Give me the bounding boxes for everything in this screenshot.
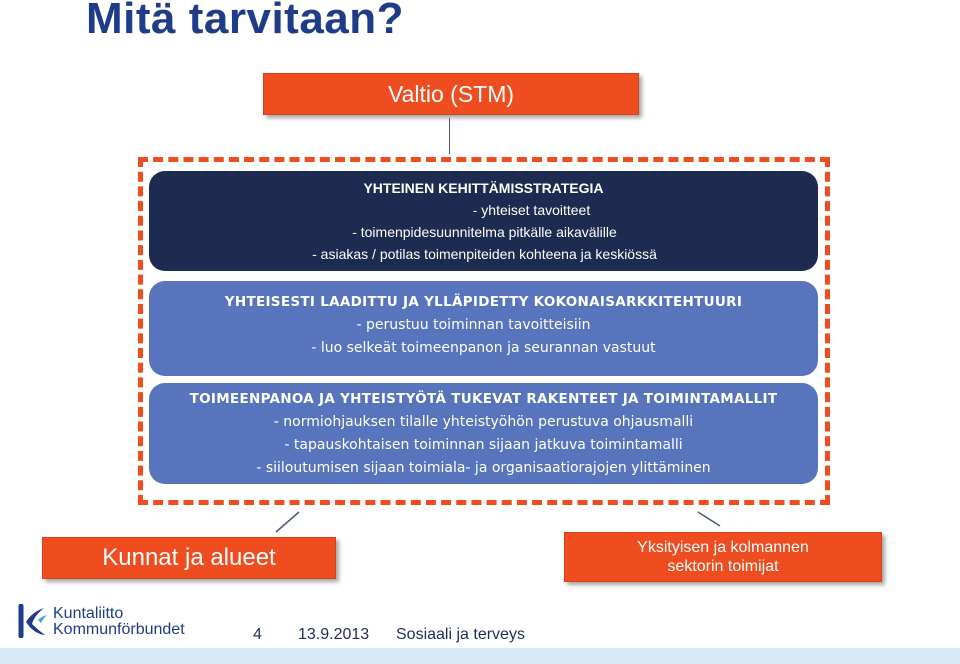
page-title: Mitä tarvitaan? xyxy=(86,0,405,43)
architecture-item: - luo selkeät toimeenpanon ja seurannan vastuut xyxy=(311,340,656,356)
private-sector-box xyxy=(564,532,882,582)
footer-bar xyxy=(0,648,960,664)
logo-line1: Kuntaliitto xyxy=(53,605,124,622)
strategy-heading: YHTEINEN KEHITTÄMISSTRATEGIA xyxy=(363,180,604,196)
structures-item: - siiloutumisen sijaan toimiala- ja organisaatiorajojen ylittäminen xyxy=(256,460,711,476)
structures-item: - tapauskohtaisen toiminnan sijaan jatkuva toimintamalli xyxy=(284,437,683,453)
strategy-item: - toimenpidesuunnitelma pitkälle aikavälille xyxy=(352,224,617,240)
architecture-heading: YHTEISESTI LAADITTU JA YLLÄPIDETTY KOKONAISARKKITEHTUURI xyxy=(224,294,743,310)
state-box: Valtio (STM) xyxy=(263,73,639,115)
kuntaliitto-logo-icon xyxy=(18,604,48,638)
logo-line2: Kommunförbundet xyxy=(53,621,185,638)
strategy-item: - asiakas / potilas toimenpiteiden kohteena ja keskiössä xyxy=(312,246,657,262)
connector-line-top xyxy=(449,118,450,154)
footer-date: 13.9.2013 xyxy=(298,626,370,643)
connector-line-left xyxy=(276,512,299,532)
architecture-item: - perustuu toiminnan tavoitteisiin xyxy=(356,317,591,333)
municipalities-box: Kunnat ja alueet xyxy=(42,537,336,579)
private-sector-line2: sektorin toimijat xyxy=(667,558,779,575)
logo-text xyxy=(53,606,185,638)
private-sector-line1: Yksityisen ja kolmannen xyxy=(637,539,809,556)
architecture-panel xyxy=(149,281,818,376)
strategy-item: - yhteiset tavoitteet xyxy=(472,202,591,218)
strategy-panel xyxy=(149,171,818,271)
structures-heading: TOIMEENPANOA JA YHTEISTYÖTÄ TUKEVAT RAKENTEET JA TOIMINTAMALLIT xyxy=(189,391,778,407)
structures-item: - normiohjauksen tilalle yhteistyöhön perustuva ohjausmalli xyxy=(273,414,694,430)
page-number: 4 xyxy=(253,626,262,643)
footer-topic: Sosiaali ja terveys xyxy=(396,626,525,643)
structures-panel xyxy=(149,383,818,484)
connector-line-right xyxy=(698,512,720,526)
